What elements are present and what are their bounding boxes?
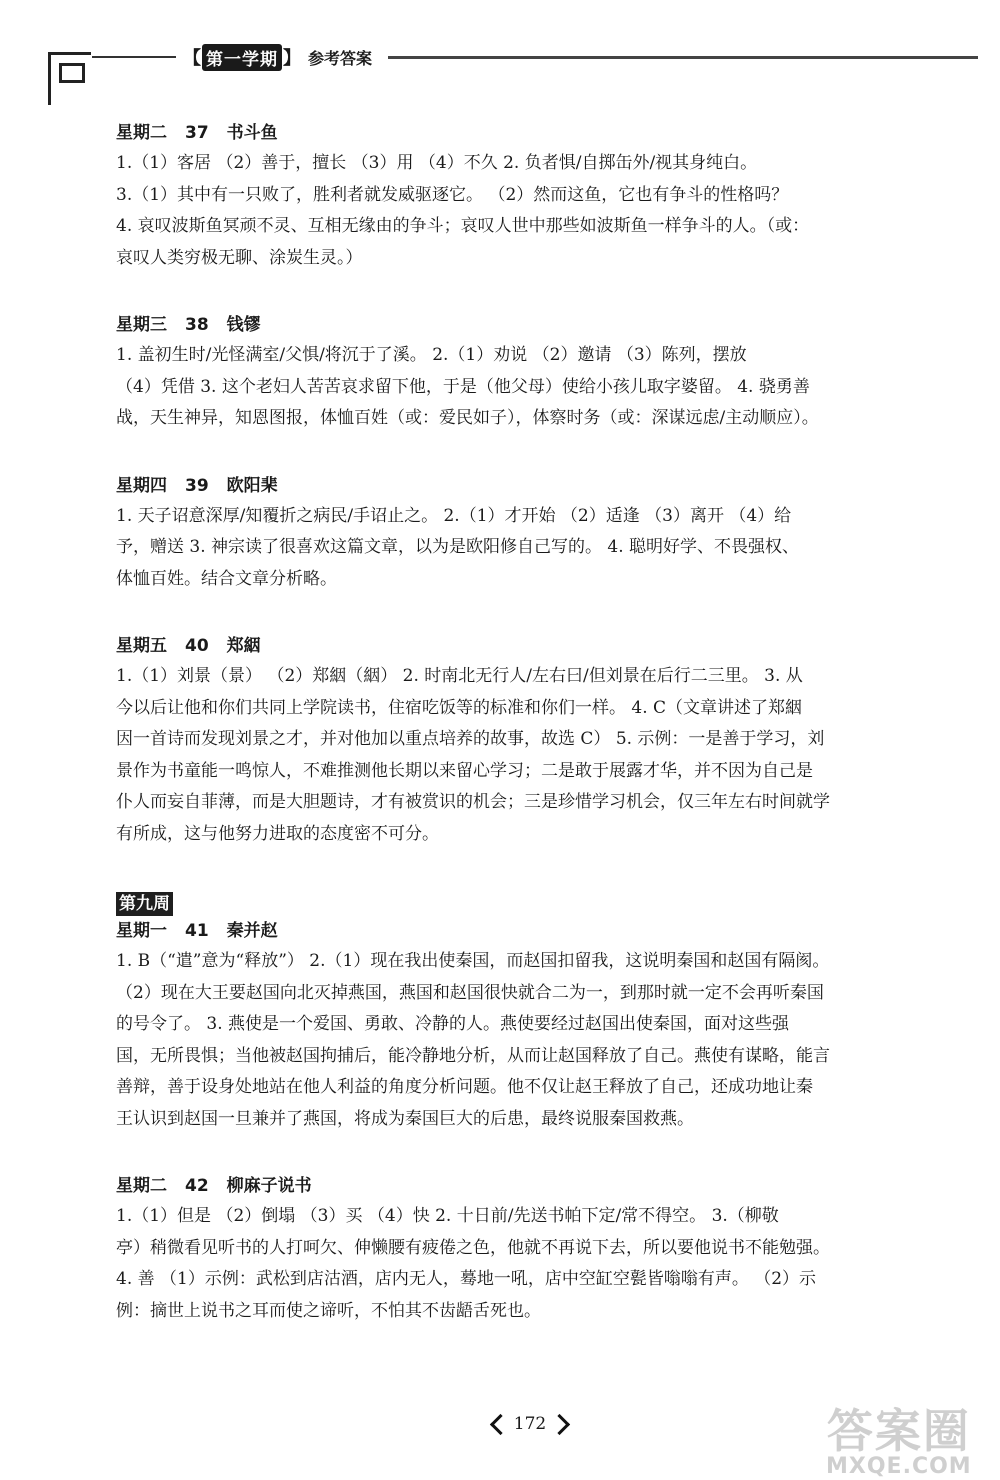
answer-line: 1. 天子诏意深厚/知覆折之病民/手诏止之。 2.（1）才开始 （2）适逢 （3）离开 （4）给	[116, 505, 792, 526]
section-name: 秦并赵	[226, 921, 278, 941]
answer-line: 1. 盖初生时/光怪满室/父惧/将沉于了溪。 2.（1）劝说 （2）邀请 （3）陈列，摆放	[116, 345, 747, 365]
section-body	[116, 946, 956, 1135]
answer-line: 4. 善 （1）示例：武松到店沽酒，店内无人，蓦地一吼，店中空缸空甏皆嗡嗡有声。 （2）示	[116, 1269, 817, 1289]
answer-content	[116, 118, 956, 1363]
answer-line: （2）现在大王要赵国向北灭掉燕国，燕国和赵国很快就合二为一，到那时就一定不会再听秦国	[116, 982, 824, 1003]
watermark-logo: 答案圈	[826, 1404, 971, 1458]
header-title: 参考答案	[308, 49, 373, 68]
section-body	[116, 1201, 956, 1327]
section-title	[116, 631, 956, 661]
section-name: 钱镠	[226, 315, 261, 335]
answer-section	[116, 471, 956, 596]
answer-line: 有所成，这与他努力进取的态度密不可分。	[116, 823, 439, 844]
section-number: 41	[185, 921, 209, 941]
section-day: 星期四	[116, 475, 167, 496]
answer-line: 予，赠送 3. 神宗读了很喜欢这篇文章，以为是欧阳修自己写的。 4. 聪明好学、不畏强权、	[116, 537, 800, 557]
corner-ornament	[48, 52, 91, 105]
answer-line: 例：摘世上说书之耳而使之谛听，不怕其不齿龉舌死也。	[116, 1300, 541, 1321]
answer-section	[116, 631, 956, 850]
header-rule-right	[388, 56, 978, 59]
chevron-left-icon	[490, 1413, 511, 1434]
answer-line: 1.（1）但是 （2）倒塌 （3）买 （4）快 2. 十日前/先送书帕下定/常不得空。 3.（柳敬	[116, 1206, 779, 1226]
answer-line: 今以后让他和你们共同上学院读书，住宿吃饭等的标准和你们一样。 4. C（文章讲述了郑絪	[116, 697, 803, 718]
section-day: 星期二	[116, 1176, 167, 1196]
answer-line: 仆人而妄自菲薄，而是大胆题诗，才有被赏识的机会；三是珍惜学习机会，仅三年左右时间就学	[116, 792, 830, 812]
section-title	[116, 310, 956, 340]
section-number: 39	[185, 475, 209, 496]
answer-line: 善辩，善于设身处地站在他人利益的角度分析问题。他不仅让赵王释放了自己，还成功地让秦	[116, 1077, 813, 1097]
section-name: 柳麻子说书	[226, 1176, 312, 1196]
answer-line: 的号令了。 3. 燕使是一个爱国、勇敢、冷静的人。燕使要经过赵国出使秦国，面对这些强	[116, 1014, 790, 1034]
answer-line: 王认识到赵国一旦兼并了燕国，将成为秦国巨大的后患，最终说服秦国救燕。	[116, 1108, 694, 1129]
section-day: 星期二	[116, 123, 167, 143]
section-body	[116, 340, 956, 435]
section-day: 星期一	[116, 921, 167, 941]
answer-line: （4）凭借 3. 这个老妇人苦苦哀求留下他，于是（他父母）使给小孩儿取字婆留。 4. 骁勇善	[116, 376, 810, 397]
answer-line: 3.（1）其中有一只败了，胜利者就发威驱逐它。 （2）然而这鱼，它也有争斗的性格吗？	[116, 184, 789, 205]
section-name: 郑絪	[226, 636, 261, 656]
page-number: 172	[513, 1414, 547, 1434]
answer-line: 战，天生神异，知恩图报，体恤百姓（或：爱民如子），体察时务（或：深谋远虑/主动顺应）。	[116, 408, 819, 428]
section-number: 42	[185, 1176, 209, 1196]
section-name: 书斗鱼	[226, 123, 278, 143]
answer-line: 1.（1）刘景（景） （2）郑絪（絪） 2. 时南北无行人/左右曰/但刘景在后行二三里。 3. 从	[116, 666, 803, 686]
semester-badge	[176, 44, 308, 70]
chevron-right-icon	[549, 1413, 570, 1434]
semester-label: 第一学期	[202, 44, 282, 71]
page-number-group	[493, 1414, 567, 1434]
section-number: 38	[185, 315, 209, 335]
answer-section	[116, 886, 956, 1135]
section-number: 40	[185, 636, 209, 656]
answer-line: 景作为书童能一鸣惊人，不难推测他长期以来留心学习；二是敢于展露才华，并不因为自己是	[116, 760, 813, 781]
bracket-left-icon: 【	[183, 48, 201, 69]
section-body	[116, 148, 956, 274]
answer-line: 1.（1）客居 （2）善于，擅长 （3）用 （4）不久 2. 负者惧/自掷缶外/视其身纯白。	[116, 153, 758, 173]
section-body	[116, 501, 956, 596]
section-title	[116, 916, 956, 946]
answer-line: 4. 哀叹波斯鱼冥顽不灵、互相无缘由的争斗；哀叹人世中那些如波斯鱼一样争斗的人。（或：	[116, 216, 810, 236]
section-day: 星期五	[116, 636, 167, 656]
section-number: 37	[185, 123, 209, 143]
section-title	[116, 118, 956, 148]
answer-line: 1. B（“遣”意为“释放”） 2.（1）现在我出使秦国，而赵国扣留我，这说明秦国和赵国有隔阂。	[116, 951, 830, 971]
answer-section	[116, 1171, 956, 1327]
answer-line: 亭）稍微看见听书的人打呵欠、伸懒腰有疲倦之色，他就不再说下去，所以要他说书不能勉强。	[116, 1237, 830, 1258]
answer-line: 因一首诗而发现刘景之才，并对他加以重点培养的故事，故选 C） 5. 示例：一是善于学习，刘	[116, 729, 825, 749]
answer-line: 国，无所畏惧；当他被赵国拘捕后，能冷静地分析，从而让赵国释放了自己。燕使有谋略，能言	[116, 1045, 830, 1066]
section-title	[116, 1171, 956, 1201]
answer-line: 哀叹人类穷极无聊、涂炭生灵。）	[116, 247, 363, 268]
week-label: 第九周	[116, 892, 173, 916]
page-header	[48, 44, 978, 104]
header-rule-left	[92, 56, 176, 58]
section-title	[116, 471, 956, 501]
section-day: 星期三	[116, 315, 167, 335]
watermark	[826, 1404, 972, 1479]
answer-line: 体恤百姓。结合文章分析略。	[116, 568, 337, 589]
watermark-url: MXQE.COM	[826, 1454, 972, 1479]
section-name: 欧阳棐	[226, 475, 278, 496]
section-body	[116, 661, 956, 850]
answer-section	[116, 310, 956, 435]
answer-section	[116, 118, 956, 274]
bracket-right-icon: 】	[283, 48, 301, 69]
